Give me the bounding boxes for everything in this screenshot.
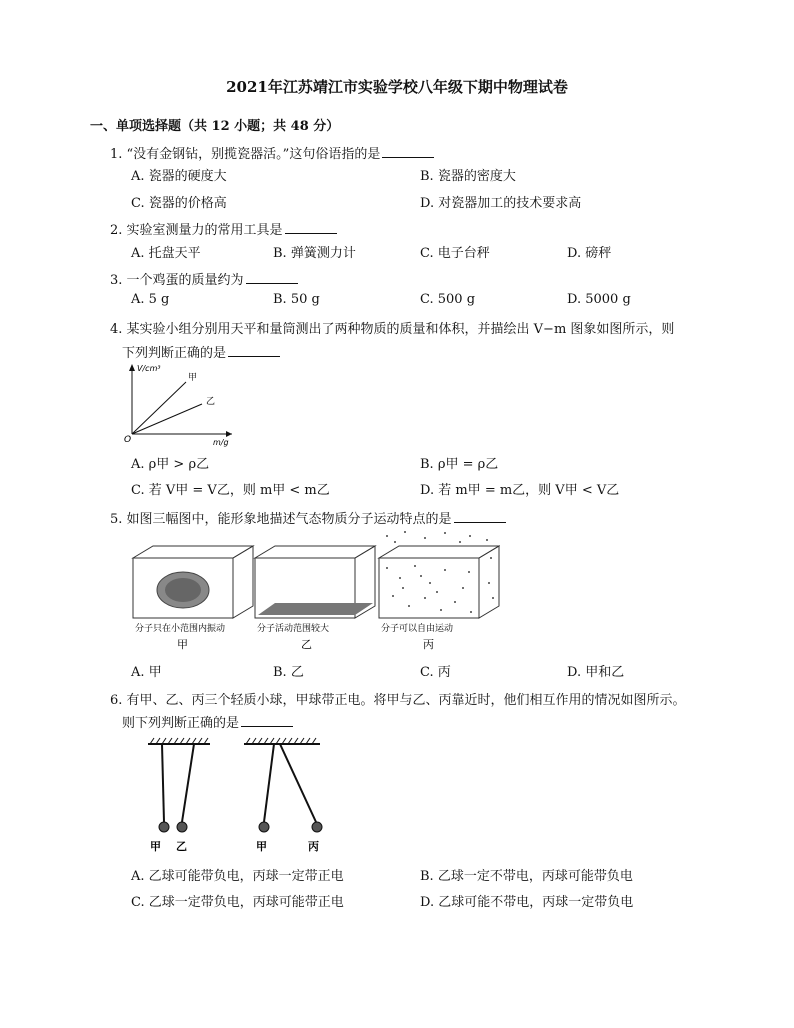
section-heading: 一、单项选择题（共 12 小题；共 48 分） [90, 119, 340, 134]
q5-option-c: C. 丙 [420, 665, 451, 680]
ball-label-yi: 乙 [176, 840, 187, 853]
q2-option-c: C. 电子台秤 [420, 246, 490, 261]
figure-yi [255, 546, 375, 618]
figure-yi-caption: 分子活动范围较大 [257, 624, 330, 634]
q1-option-d: D. 对瓷器加工的技术要求高 [420, 196, 582, 211]
figure-bing-caption: 分子可以自由运动 [381, 624, 454, 634]
q5-option-a: A. 甲 [131, 665, 162, 680]
figure-jia-caption: 分子只在小范围内振动 [135, 624, 226, 634]
ball-label-jia-2: 甲 [256, 840, 267, 853]
answer-blank [246, 271, 298, 284]
q2-option-d: D. 磅秤 [567, 246, 612, 261]
line-jia-label: 甲 [188, 373, 198, 383]
q2-option-b: B. 弹簧测力计 [273, 246, 356, 261]
molecule-figures [125, 528, 500, 656]
hanger-right [244, 738, 322, 832]
answer-blank [241, 714, 293, 727]
figure-jia-label: 甲 [177, 638, 188, 651]
q1-option-b: B. 瓷器的密度大 [420, 169, 516, 184]
q1-option-a: A. 瓷器的硬度大 [131, 169, 227, 184]
question-3-stem: 3. 一个鸡蛋的质量约为 [110, 269, 298, 288]
v-m-graph [120, 362, 240, 448]
q1-option-c: C. 瓷器的价格高 [131, 196, 227, 211]
x-axis-label: m/g [213, 438, 229, 447]
q3-option-b: B. 50 g [273, 292, 320, 307]
figure-bing [379, 531, 499, 618]
question-1-stem: 1. “没有金钢钻，别揽瓷器活。”这句俗语指的是 [110, 143, 434, 162]
y-axis-arrow [129, 364, 135, 371]
figure-jia [133, 546, 253, 618]
q4-option-b: B. ρ甲 = ρ乙 [420, 457, 499, 472]
q2-option-a: A. 托盘天平 [131, 246, 201, 261]
q5-option-d: D. 甲和乙 [567, 665, 625, 680]
q5-option-b: B. 乙 [273, 665, 304, 680]
question-5-stem: 5. 如图三幅图中，能形象地描述气态物质分子运动特点的是 [110, 508, 506, 527]
line-yi-label: 乙 [206, 397, 216, 407]
q3-option-c: C. 500 g [420, 292, 476, 307]
question-2-stem: 2. 实验室测量力的常用工具是 [110, 219, 337, 238]
q6-option-a: A. 乙球可能带负电，丙球一定带正电 [131, 869, 344, 884]
figure-yi-label: 乙 [301, 638, 312, 651]
line-yi [132, 404, 202, 434]
answer-blank [454, 510, 506, 523]
origin-label: O [124, 435, 132, 445]
charged-balls-figure [140, 734, 330, 856]
answer-blank [228, 344, 280, 357]
q3-option-a: A. 5 g [131, 292, 170, 307]
answer-blank [382, 145, 434, 158]
hanger-left [148, 738, 210, 832]
q6-option-d: D. 乙球可能不带电，丙球一定带负电 [420, 895, 634, 910]
q3-option-d: D. 5000 g [567, 292, 631, 307]
question-4-stem-cont: 下列判断正确的是 [122, 342, 280, 361]
ball-label-bing: 丙 [308, 840, 319, 853]
x-axis-arrow [226, 431, 232, 437]
page-title: 2021年江苏靖江市实验学校八年级下期中物理试卷 [226, 78, 568, 96]
answer-blank [285, 221, 337, 234]
y-axis-label: V/cm³ [137, 364, 161, 373]
q4-option-a: A. ρ甲 > ρ乙 [131, 457, 210, 472]
ball-label-jia-1: 甲 [150, 840, 161, 853]
q4-option-d: D. 若 m甲 = m乙，则 V甲 < V乙 [420, 483, 620, 498]
q4-option-c: C. 若 V甲 = V乙，则 m甲 < m乙 [131, 483, 330, 498]
q6-option-b: B. 乙球一定不带电，丙球可能带负电 [420, 869, 633, 884]
question-4-stem: 4. 某实验小组分别用天平和量筒测出了两种物质的质量和体积，并描绘出 V−m 图象如图所示，则 [110, 322, 675, 337]
figure-bing-label: 丙 [423, 638, 434, 651]
question-6-stem-cont: 则下列判断正确的是 [122, 712, 293, 731]
question-6-stem: 6. 有甲、乙、丙三个轻质小球，甲球带正电。将甲与乙、丙靠近时，他们相互作用的情况如图所示。 [110, 693, 686, 708]
line-jia [132, 382, 186, 434]
q6-option-c: C. 乙球一定带负电，丙球可能带正电 [131, 895, 344, 910]
